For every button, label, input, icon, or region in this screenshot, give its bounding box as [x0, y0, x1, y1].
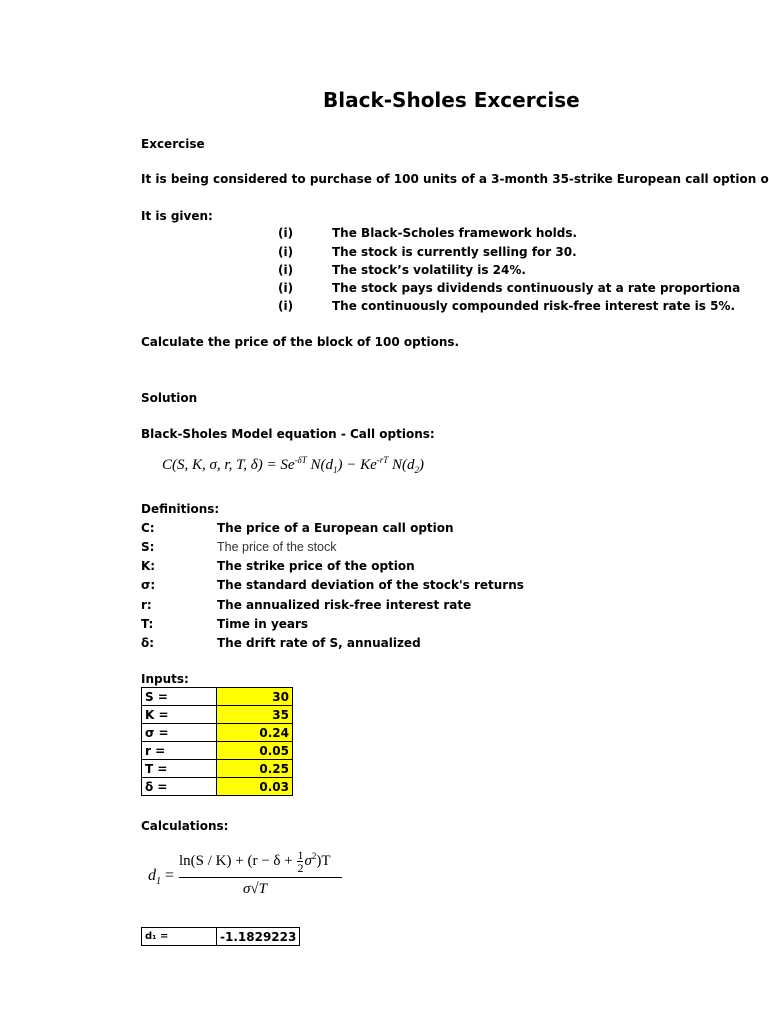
- table-row: [142, 778, 293, 796]
- d1-value-cell[interactable]: -1.1829223: [217, 928, 300, 946]
- exercise-heading: Excercise: [141, 137, 205, 151]
- given-text: The stock is currently selling for 30.: [332, 245, 577, 259]
- input-value-cell[interactable]: 35: [217, 706, 293, 724]
- solution-heading: Solution: [141, 391, 198, 405]
- given-text: The continuously compounded risk-free interest rate is 5%.: [332, 299, 736, 313]
- input-label[interactable]: T =: [142, 760, 217, 778]
- definition-symbol: K:: [141, 559, 156, 573]
- formula-part: )T: [316, 852, 331, 869]
- black-scholes-formula: [162, 455, 424, 475]
- given-number: (i): [278, 226, 294, 240]
- formula-part: 2: [297, 861, 304, 875]
- formula-part: =: [165, 867, 175, 884]
- input-label[interactable]: σ =: [142, 724, 217, 742]
- given-label: It is given:: [141, 209, 213, 223]
- formula-part: ln(S / K) + (r − δ +: [179, 852, 293, 869]
- given-number: (i): [278, 281, 294, 295]
- half-fraction: [297, 849, 303, 874]
- formula-part: d: [148, 867, 156, 884]
- formula-exponent: -δT: [294, 455, 307, 465]
- definition-symbol: S:: [141, 540, 155, 554]
- formula-part: σ: [304, 852, 312, 869]
- formula-subscript: 2: [414, 465, 420, 475]
- formula-part: N(d: [310, 457, 333, 473]
- definitions-heading: Definitions:: [141, 502, 220, 516]
- definition-symbol: σ:: [141, 578, 156, 592]
- input-value-cell[interactable]: 0.24: [217, 724, 293, 742]
- formula-part: C(S, K, σ, r, T, δ) = Se: [162, 457, 295, 473]
- input-label[interactable]: S =: [142, 688, 217, 706]
- formula-part: 1: [297, 848, 304, 862]
- table-row: [142, 706, 293, 724]
- page-title: Black-Sholes Excercise: [323, 88, 580, 112]
- given-text: The stock pays dividends continuously at a rate proportiona: [332, 281, 741, 295]
- input-label[interactable]: δ =: [142, 778, 217, 796]
- formula-subscript: 1: [333, 465, 338, 475]
- d1-formula: [148, 843, 348, 903]
- table-row: [142, 724, 293, 742]
- table-row: [142, 688, 293, 706]
- given-number: (i): [278, 245, 294, 259]
- definition-text: Time in years: [217, 617, 309, 631]
- d1-result-table: [141, 927, 300, 946]
- input-value-cell[interactable]: 0.03: [217, 778, 293, 796]
- definition-symbol: r:: [141, 598, 152, 612]
- input-value-cell[interactable]: 30: [217, 688, 293, 706]
- d1-numerator: [179, 849, 331, 874]
- input-value-cell[interactable]: 0.05: [217, 742, 293, 760]
- definition-symbol: C:: [141, 521, 155, 535]
- model-heading: Black-Sholes Model equation - Call options:: [141, 427, 435, 441]
- inputs-table: [141, 687, 293, 796]
- input-label[interactable]: r =: [142, 742, 217, 760]
- definition-text: The standard deviation of the stock's returns: [217, 578, 524, 592]
- input-label[interactable]: K =: [142, 706, 217, 724]
- definition-symbol: δ:: [141, 636, 155, 650]
- formula-exponent: 2: [311, 850, 317, 861]
- formula-subscript: 1: [156, 876, 161, 888]
- table-row: [142, 760, 293, 778]
- d1-label[interactable]: d₁ =: [142, 928, 217, 946]
- task-text: Calculate the price of the block of 100 options.: [141, 335, 460, 349]
- table-row: [142, 742, 293, 760]
- definition-text: The strike price of the option: [217, 559, 415, 573]
- formula-part: N(d: [392, 457, 415, 473]
- calculations-heading: Calculations:: [141, 819, 229, 833]
- definition-symbol: T:: [141, 617, 154, 631]
- given-text: The stock’s volatility is 24%.: [332, 263, 526, 277]
- exercise-problem: It is being considered to purchase of 100 units of a 3-month 35-strike European call option o: [141, 172, 769, 186]
- formula-exponent: -rT: [376, 455, 389, 465]
- definition-text: The price of a European call option: [217, 521, 454, 535]
- formula-part: ): [419, 457, 425, 473]
- formula-part: ) − Ke: [337, 457, 377, 473]
- inputs-heading: Inputs:: [141, 672, 189, 686]
- input-value-cell[interactable]: 0.25: [217, 760, 293, 778]
- fraction-bar: [179, 877, 342, 878]
- given-text: The Black-Scholes framework holds.: [332, 226, 578, 240]
- given-number: (i): [278, 299, 294, 313]
- definition-text: The annualized risk-free interest rate: [217, 598, 472, 612]
- table-row: [142, 928, 300, 946]
- definition-text: The drift rate of S, annualized: [217, 636, 421, 650]
- d1-denominator: σ√T: [243, 881, 267, 897]
- given-number: (i): [278, 263, 294, 277]
- d1-lhs: [148, 867, 174, 887]
- definition-text: The price of the stock: [217, 540, 337, 554]
